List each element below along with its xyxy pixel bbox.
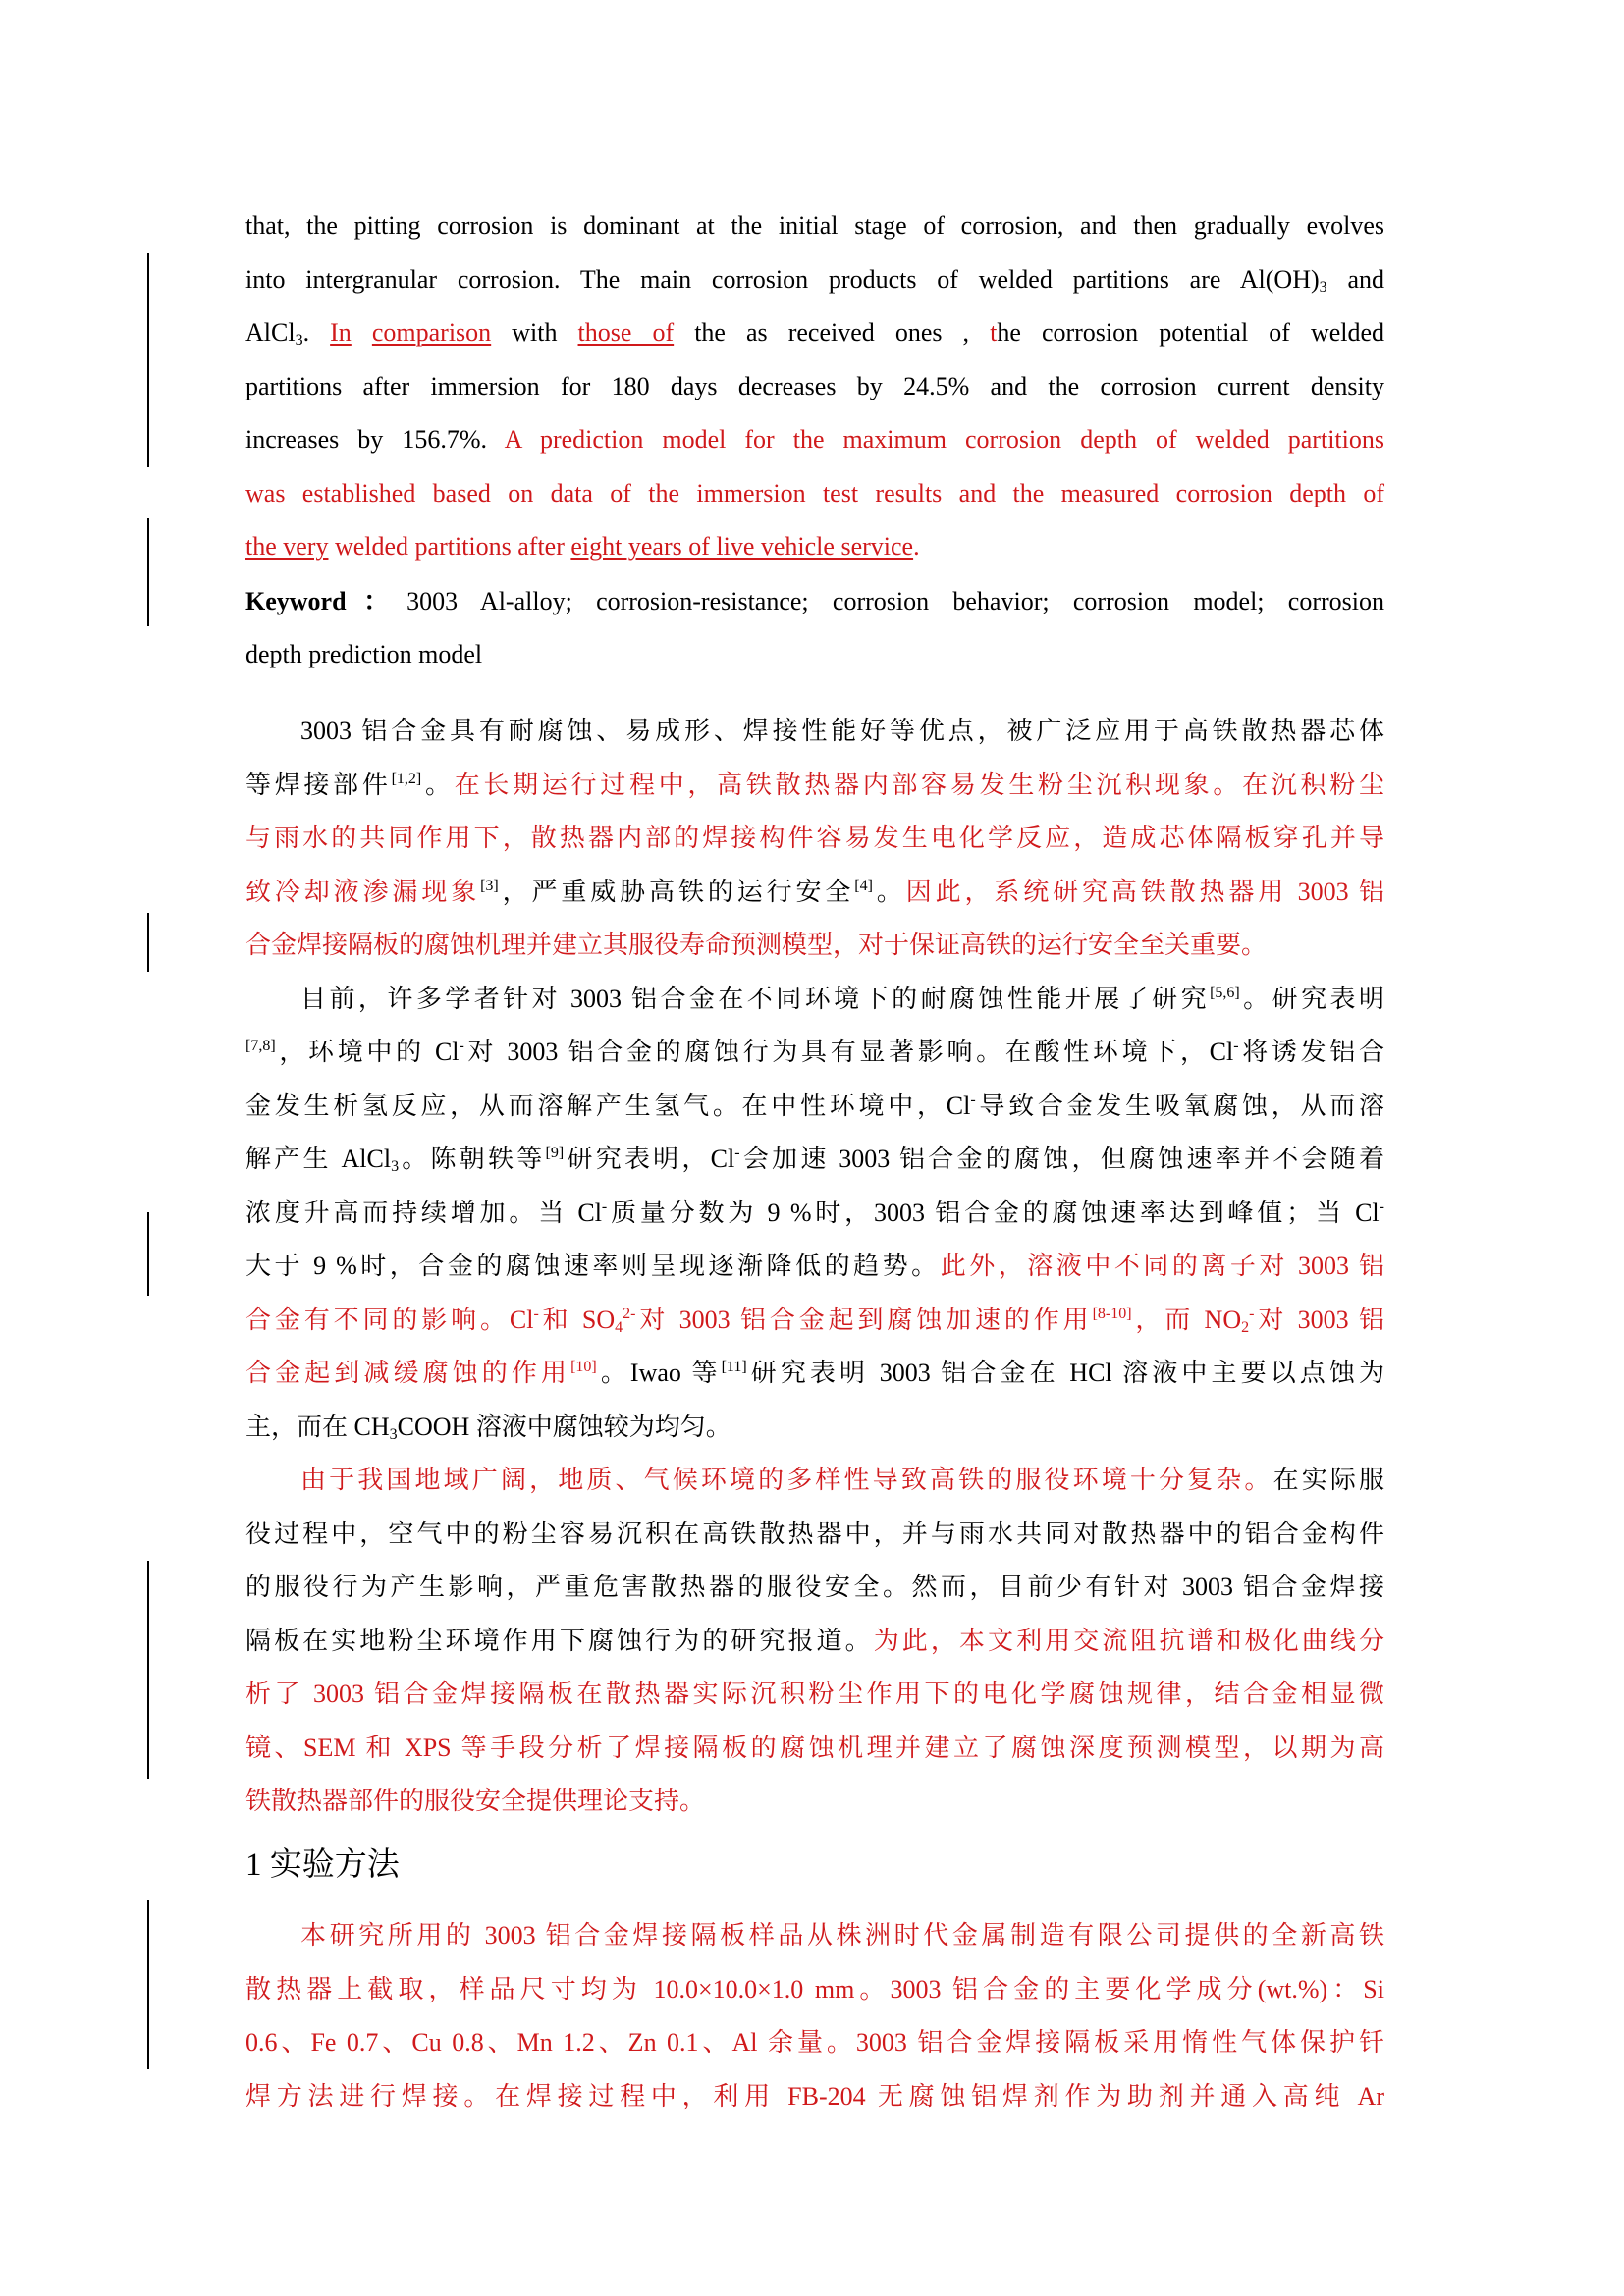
change-bar [147,913,149,972]
text: AlCl [245,318,296,347]
citation: [4] [854,878,873,894]
text: 研究表明 3003 铝合金在 HCl 溶液中主要以点蚀为 [746,1359,1384,1387]
paragraph-2-line [245,1036,1384,1069]
text: 隔板在实地粉尘环境作用下腐蚀行为的研究报道。 [245,1627,874,1655]
change-bar [147,1561,149,1779]
text [352,318,372,347]
tracked-change: t [990,318,998,347]
paragraph-1-line [245,769,1384,802]
citation: [3] [480,878,499,894]
text: into intergranular corrosion. The main corrosion products of welded partitions are Al(OH) [245,265,1320,294]
paragraph-2-line [245,1304,1384,1337]
revised-text: ，而 NO [1131,1306,1242,1334]
paragraph-3-line [245,1785,1384,1818]
paragraph-2-line [245,1090,1384,1123]
superscript: - [459,1038,464,1054]
revised-text: 在长期运行过程中，高铁散热器内部容易发生粉尘沉积现象。在沉积粉尘 [454,771,1384,799]
paragraph-1-line [245,929,1384,962]
text: he corrosion potential of welded [997,318,1385,347]
paragraph-3-line [245,1571,1384,1604]
keywords-label: Keyword： [245,587,407,615]
revised-text: A prediction model for the maximum corrosion depth of welded partitions [504,425,1384,454]
text: 役过程中，空气中的粉尘容易沉积在高铁散热器中，并与雨水共同对散热器中的铝合金构件 [245,1520,1384,1548]
text: 浓度升高而持续增加。当 Cl [245,1199,602,1227]
tracked-insertion: In [330,318,352,347]
text: . [302,318,331,347]
paragraph-2-line [245,1357,1384,1390]
tracked-insertion: the very [245,532,329,561]
citation: [10] [570,1359,597,1375]
revised-text: . [913,532,920,561]
text: 。研究表明 [1239,985,1384,1013]
abstract-line [245,316,1384,349]
citation: [5,6] [1210,985,1240,1001]
revised-text: 合金起到减缓腐蚀的作用 [245,1359,571,1387]
superscript: - [970,1092,976,1108]
text: COOH 溶液中腐蚀较为均匀。 [397,1413,731,1441]
superscript: - [601,1199,608,1215]
text: 金发生析氢反应，从而溶解产生氢气。在中性环境中，Cl [245,1092,971,1120]
text: that, the pitting corrosion is dominant at the initial stage of corrosion, and then gradually evolves [245,211,1384,240]
revised-text: 合金有不同的影响。Cl [245,1306,534,1334]
revised-text: 本研究所用的 3003 铝合金焊接隔板样品从株洲时代金属制造有限公司提供的全新高铁 [300,1921,1384,1949]
paragraph-3-line [245,1732,1384,1765]
text: 在实际服 [1272,1466,1384,1494]
text: ，严重威胁高铁的运行安全 [498,878,855,906]
abstract-line [245,477,1384,510]
tracked-insertion: eight years of live vehicle service [570,532,914,561]
keywords-text: depth prediction model [245,640,483,668]
text: 。 [872,878,906,906]
paragraph-2-line [245,1143,1384,1176]
revised-text: 此外，溶液中不同的离子对 3003 铝 [940,1252,1384,1280]
paragraph-4-line [245,2026,1384,2059]
citation: [11] [721,1359,747,1375]
revised-text: 对 3003 铝合金起到腐蚀加速的作用 [635,1306,1093,1334]
subscript: 3 [391,1158,400,1175]
text: 对 3003 铝合金的腐蚀行为具有显著影响。在酸性环境下，Cl [463,1038,1234,1066]
paragraph-2-line [300,983,1384,1016]
revised-text: welded partitions after [328,532,571,561]
subscript: 3 [1319,279,1327,295]
text: 主，而在 CH [245,1413,390,1441]
paragraph-2-line [245,1411,1384,1444]
text: 等焊接部件 [245,771,392,799]
paragraph-1-line [245,822,1384,855]
text: ，环境中的 Cl [275,1038,460,1066]
revised-text: 因此，系统研究高铁散热器用 3003 铝 [905,878,1384,906]
change-bar [147,253,149,467]
keywords-line [245,638,1384,671]
revised-text: 析了 3003 铝合金焊接隔板在散热器实际沉积粉尘作用下的电化学腐蚀规律，结合金相显微 [245,1680,1384,1708]
text: 导致合金发生吸氧腐蚀，从而溶 [975,1092,1384,1120]
tracked-insertion: those of [577,318,675,347]
abstract-line [245,423,1384,456]
revised-text: 合金焊接隔板的腐蚀机理并建立其服役寿命预测模型，对于保证高铁的运行安全至关重要。 [245,931,1268,959]
revised-text: 焊方法进行焊接。在焊接过程中，利用 FB-204 无腐蚀铝焊剂作为助剂并通入高纯 Ar [245,2082,1384,2110]
citation: [1,2] [391,771,422,787]
text: 的服役行为产生影响，严重危害散热器的服役安全。然而，目前少有针对 3003 铝合金焊接 [245,1573,1384,1601]
revised-text: 由于我国地域广阔，地质、气候环境的多样性导致高铁的服役环境十分复杂。 [300,1466,1273,1494]
keywords-line [245,585,1384,618]
revised-text: 为此，本文利用交流阻抗谱和极化曲线分 [873,1627,1384,1655]
text: partitions after immersion for 180 days decreases by 24.5% and the corrosion current density [245,372,1384,400]
paragraph-2-line [245,1250,1384,1283]
abstract-line [245,370,1384,403]
text: 大于 9 %时，合金的腐蚀速率则呈现逐渐降低的趋势。 [245,1252,941,1280]
paragraph-4-line [245,2080,1384,2113]
text: the as received ones , [674,318,991,347]
text: 。 [421,771,455,799]
revised-text: 与雨水的共同作用下，散热器内部的焊接构件容易发生电化学反应，造成芯体隔板穿孔并导 [245,824,1384,852]
paragraph-3-line [245,1678,1384,1711]
subscript: 3 [389,1426,398,1443]
abstract-line [245,209,1384,242]
paragraph-4-line [300,1919,1384,1952]
text: 将诱发铝合 [1238,1038,1384,1066]
revised-text: 对 3003 铝 [1254,1306,1384,1334]
text: 会加速 3003 铝合金的腐蚀，但腐蚀速率并不会随着 [739,1145,1384,1173]
paragraph-3-line [245,1518,1384,1551]
paragraph-1-line [300,715,1384,748]
citation: [8-10] [1092,1306,1132,1322]
revised-text: 致冷却液渗漏现象 [245,878,481,906]
citation: [9] [545,1145,565,1161]
change-bar [147,1900,149,2069]
text: 。Iwao 等 [596,1359,722,1387]
abstract-line [245,530,1384,563]
change-bar [147,1212,149,1296]
subscript: 4 [615,1319,623,1336]
text: 。陈朝轶等 [399,1145,546,1173]
paragraph-2-line [245,1197,1384,1230]
revised-text: 散热器上截取，样品尺寸均为 10.0×10.0×1.0 mm。3003 铝合金的主要化学成分(wt.%)：Si [245,1975,1384,2003]
superscript: - [1249,1306,1255,1322]
revised-text: 和 SO [538,1306,616,1334]
revised-text: was established based on data of the immersion test results and the measured corrosion depth of [245,479,1384,507]
revised-text: 0.6、Fe 0.7、Cu 0.8、Mn 1.2、Zn 0.1、Al 余量。3003 铝合金焊接隔板采用惰性气体保护钎 [245,2028,1384,2056]
paragraph-3-line [300,1464,1384,1497]
revised-text: 镜、SEM 和 XPS 等手段分析了焊接隔板的腐蚀机理并建立了腐蚀深度预测模型，以期为高 [245,1734,1384,1762]
text: increases by 156.7%. [245,425,505,454]
superscript: - [533,1306,539,1322]
paragraph-1-line [245,876,1384,909]
text: and [1326,265,1384,294]
subscript: 2 [1241,1319,1250,1336]
tracked-insertion: comparison [371,318,492,347]
text: 质量分数为 9 %时，3003 铝合金的腐蚀速率达到峰值；当 Cl [607,1199,1380,1227]
citation: [7,8] [245,1038,276,1054]
superscript: 2- [623,1306,636,1322]
paragraph-4-line [245,1973,1384,2006]
text: 目前，许多学者针对 3003 铝合金在不同环境下的耐腐蚀性能开展了研究 [300,985,1211,1013]
text: 3003 铝合金具有耐腐蚀、易成形、焊接性能好等优点，被广泛应用于高铁散热器芯体 [300,717,1384,745]
abstract-line [245,263,1384,296]
text: 研究表明，Cl [564,1145,735,1173]
subscript: 3 [295,332,303,348]
text: with [491,318,578,347]
superscript: - [1379,1199,1384,1215]
keywords-text: 3003 Al-alloy; corrosion-resistance; corrosion behavior; corrosion model; corrosion [406,587,1384,615]
superscript: - [1233,1038,1239,1054]
revised-text: 铁散热器部件的服役安全提供理论支持。 [245,1787,706,1815]
superscript: - [734,1145,740,1161]
section-heading: 1 实验方法 [245,1847,400,1883]
change-bar [147,518,149,626]
paragraph-3-line [245,1625,1384,1658]
text: 解产生 AlCl [245,1145,392,1173]
